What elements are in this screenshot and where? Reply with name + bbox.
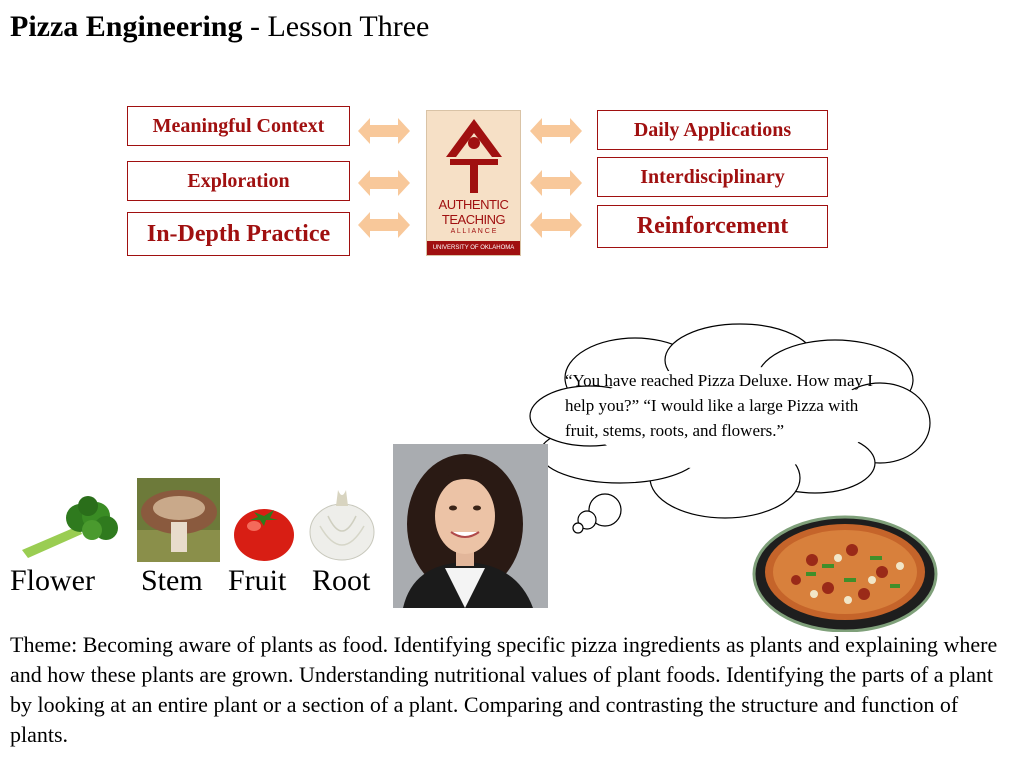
label-root: Root bbox=[312, 564, 371, 597]
theme-paragraph: Theme: Becoming aware of plants as food. Identifying specific pizza ingredients as plants and explaining where and how these plants are grown. Understanding nutritional values of plant foods. Identifying the parts of a plant by looking at an entire plant or a section of a plant. Comparing and contrasting the structure and function of plants. bbox=[10, 632, 998, 747]
box-in-depth-practice: In-Depth Practice bbox=[127, 212, 350, 256]
pizza-image bbox=[752, 514, 938, 632]
label-flower: Flower bbox=[10, 564, 95, 597]
label-fruit: Fruit bbox=[228, 564, 287, 597]
title-rest: - Lesson Three bbox=[242, 10, 430, 43]
double-arrow-icon bbox=[530, 116, 582, 146]
mushroom-image bbox=[137, 478, 220, 562]
double-arrow-icon bbox=[530, 210, 582, 240]
logo-footer: UNIVERSITY OF OKLAHOMA bbox=[427, 241, 520, 255]
onion-image bbox=[308, 486, 376, 562]
logo-line1: AUTHENTIC bbox=[438, 197, 509, 212]
box-meaningful-context: Meaningful Context bbox=[127, 106, 350, 146]
double-arrow-icon bbox=[530, 168, 582, 198]
logo-line2: TEACHING bbox=[441, 212, 506, 227]
broccoli-image bbox=[18, 496, 120, 560]
box-exploration: Exploration bbox=[127, 161, 350, 201]
logo-line3: A L L I A N C E bbox=[450, 228, 497, 235]
double-arrow-icon bbox=[358, 210, 410, 240]
box-daily-applications: Daily Applications bbox=[597, 110, 828, 150]
tomato-image bbox=[232, 502, 296, 562]
title-bold: Pizza Engineering bbox=[10, 10, 243, 43]
logo-emblem-icon bbox=[444, 117, 504, 195]
box-reinforcement: Reinforcement bbox=[597, 205, 828, 248]
double-arrow-icon bbox=[358, 116, 410, 146]
double-arrow-icon bbox=[358, 168, 410, 198]
page-title bbox=[10, 10, 429, 44]
teacher-photo bbox=[393, 444, 548, 608]
speech-text: “You have reached Pizza Deluxe. How may I help you?” “I would like a large Pizza with fruit, stems, roots, and flowers.” bbox=[565, 371, 873, 440]
label-stem: Stem bbox=[141, 564, 203, 597]
box-interdisciplinary: Interdisciplinary bbox=[597, 157, 828, 197]
authentic-teaching-alliance-logo bbox=[426, 110, 521, 256]
